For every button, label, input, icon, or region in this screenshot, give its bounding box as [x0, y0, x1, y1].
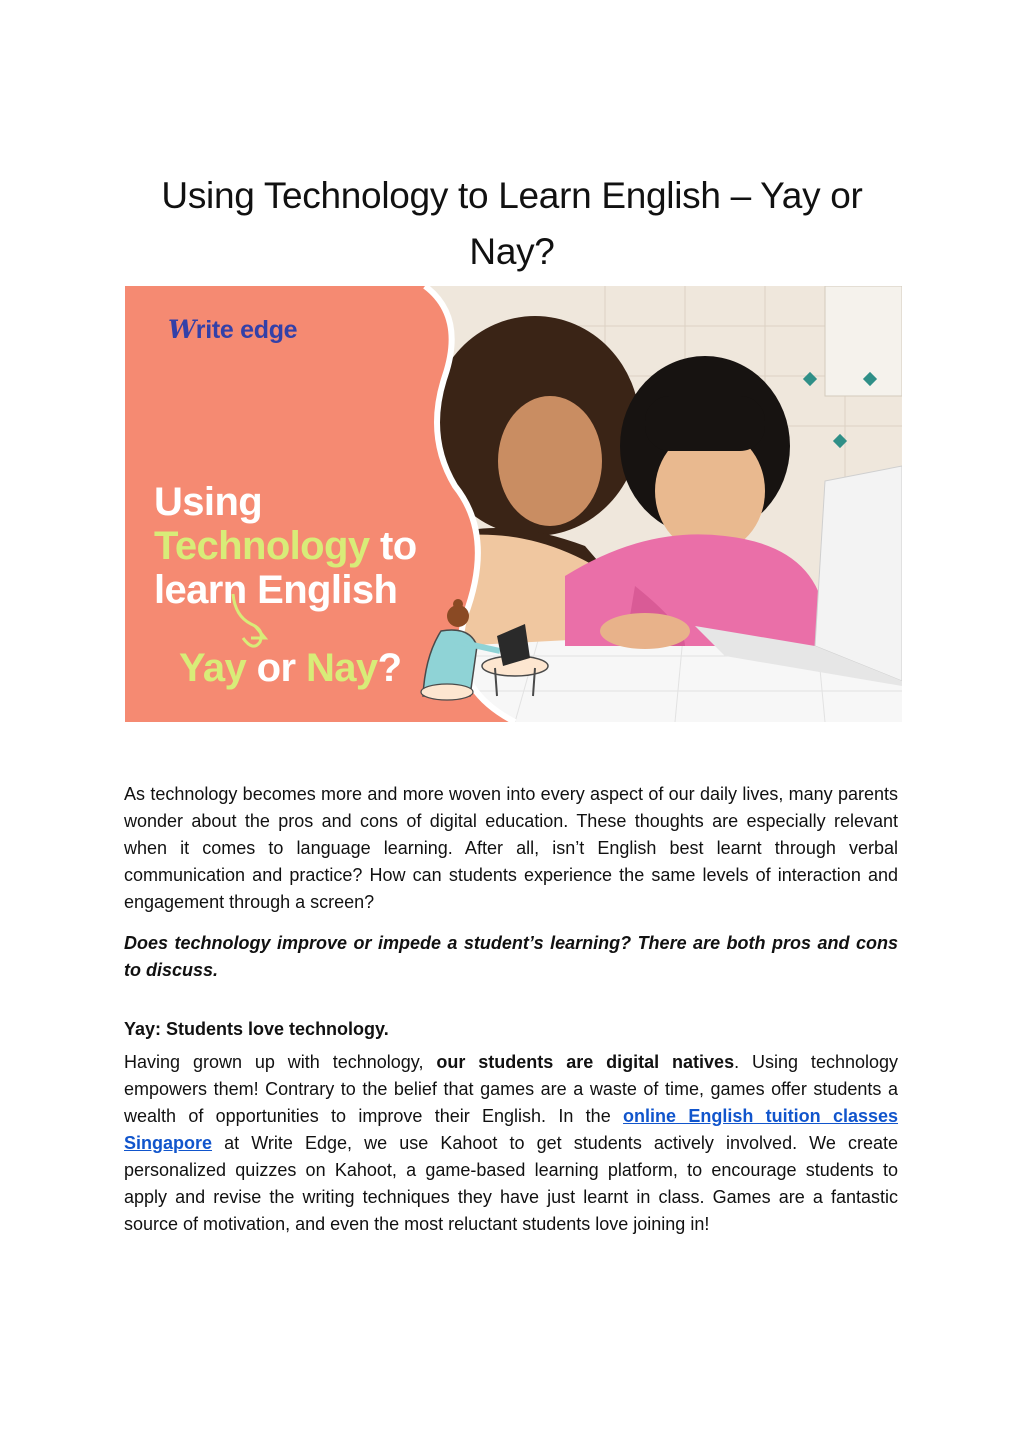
hero-banner: [125, 286, 902, 722]
banner-headline: Using Technology to learn English: [154, 480, 417, 612]
intro-paragraph: As technology becomes more and more woven into every aspect of our daily lives, many parents wonder about the pros and cons of digital education. These thoughts are especially relevant when it comes to language learning. After all, isn’t English best learnt through verbal communication and practice? How can students experience the same levels of interaction and engagement through a screen?: [124, 784, 898, 912]
question-paragraph: Does technology improve or impede a student’s learning? There are both pros and cons to discuss.: [124, 933, 898, 980]
brand-logo: Write edge: [168, 315, 298, 344]
section-heading-yay: Yay: Students love technology.: [124, 1019, 389, 1039]
photo-scene: [415, 286, 902, 722]
banner-verdict: Yay or Nay?: [179, 646, 402, 690]
page-title: Using Technology to Learn English – Yay or Nay?: [161, 175, 863, 272]
section-paragraph: Having grown up with technology, our students are digital natives. Using technology empowers them! Contrary to the belief that games are a waste of time, games offer students a wealth of opportunities to improve their English. In the online English tuition classes Singapore at Write Edge, we use Kahoot to get students actively involved. We create personalized quizzes on Kahoot, a game-based learning platform, to encourage students to apply and revise the writing techniques they have just learnt in class. Games are a fantastic source of motivation, and even the most reluctant students love joining in!: [124, 1052, 899, 1234]
tuition-link[interactable]: online English tuition classes Singapore: [124, 1106, 899, 1153]
